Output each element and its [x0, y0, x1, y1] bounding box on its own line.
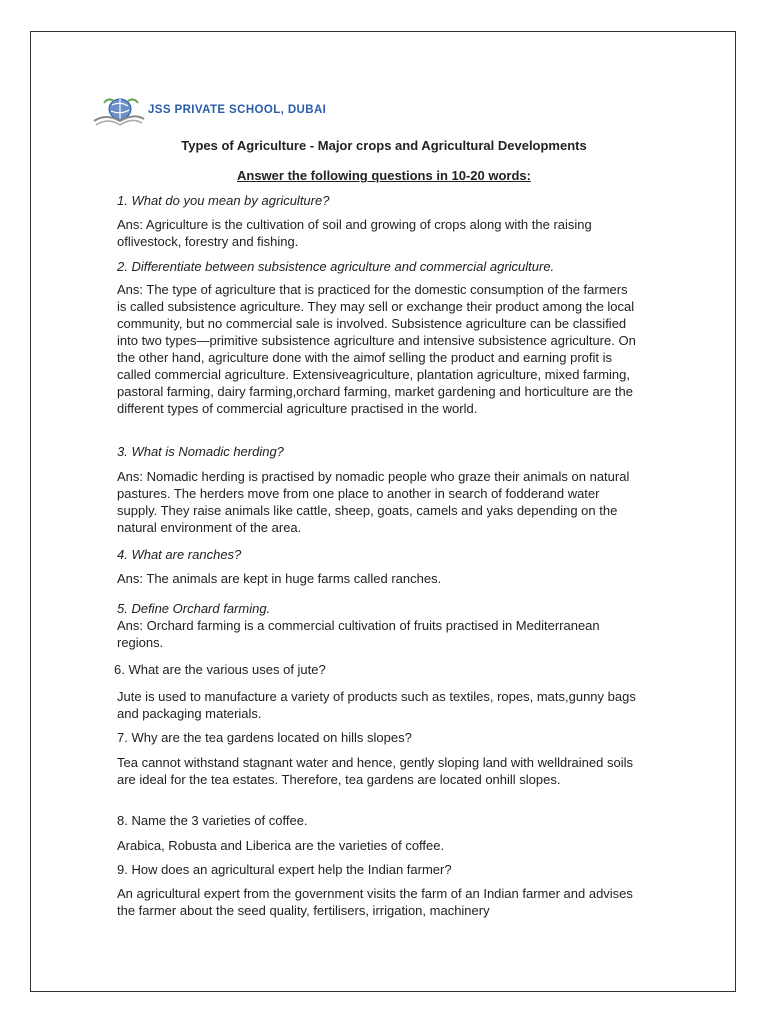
answer-8 — [117, 837, 637, 854]
answer-text: Ans: The type of agriculture that is practiced for the domestic consumption of the farmers is called subsistence agriculture. They may sell or exchange their product among the local community, but no commercial sale is involved. Subsistence agriculture can be classified into two types—primitive subsistence agriculture and intensive subsistence agriculture. On the other hand, agriculture done with the aimof selling the product and earning profit is called commercial agriculture. Extensiveagriculture, plantation agriculture, mixed farming, pastoral farming, dairy farming,orchard farming, market gardening and horticulture are the different types of commercial agriculture practised in the world. — [117, 282, 636, 416]
answer-text: Arabica, Robusta and Liberica are the varieties of coffee. — [117, 838, 445, 853]
answer-text: Jute is used to manufacture a variety of products such as textiles, ropes, mats,gunny bags and packaging materials. — [117, 689, 636, 721]
question-3 — [117, 443, 637, 460]
question-5 — [117, 600, 637, 651]
answer-text: An agricultural expert from the government visits the farm of an Indian farmer and advises the farmer about the seed quality, fertilisers, irrigation, machinery — [117, 886, 633, 918]
answer-3 — [117, 468, 637, 536]
question-text: 8. Name the 3 varieties of coffee. — [117, 813, 308, 828]
question-1 — [117, 192, 637, 209]
school-name: JSS PRIVATE SCHOOL, DUBAI — [148, 104, 327, 116]
school-emblem-icon — [90, 95, 146, 129]
answer-text: Ans: Nomadic herding is practised by nomadic people who graze their animals on natural pastures. The herders move from one place to another in search of fodderand water supply. They raise animals like cattle, sheep, goats, camels and yaks depending on the natural environment of the area. — [117, 469, 630, 535]
question-text: 5. Define Orchard farming. — [117, 601, 271, 616]
document-title: Types of Agriculture - Major crops and Agricultural Developments — [181, 138, 587, 153]
answer-text: Ans: The animals are kept in huge farms called ranches. — [117, 571, 442, 586]
question-8 — [117, 812, 637, 829]
question-text: 7. Why are the tea gardens located on hills slopes? — [117, 730, 412, 745]
instructions-heading: Answer the following questions in 10-20 words: — [237, 168, 531, 183]
question-text: 3. What is Nomadic herding? — [117, 444, 284, 459]
answer-9 — [117, 885, 637, 919]
question-text: 9. How does an agricultural expert help the Indian farmer? — [117, 862, 452, 877]
answer-4 — [117, 570, 637, 587]
question-6 — [114, 661, 634, 678]
question-text: 4. What are ranches? — [117, 547, 242, 562]
answer-7 — [117, 754, 637, 788]
answer-2 — [117, 281, 637, 417]
question-2 — [117, 258, 637, 275]
question-text: 2. Differentiate between subsistence agriculture and commercial agriculture. — [117, 259, 555, 274]
answer-text: Ans: Agriculture is the cultivation of soil and growing of crops along with the raising oflivestock, forestry and fishing. — [117, 217, 592, 249]
school-logo — [90, 95, 326, 129]
answer-1 — [117, 216, 637, 250]
document-page — [30, 31, 736, 992]
question-9 — [117, 861, 637, 878]
question-text: 6. What are the various uses of jute? — [114, 662, 326, 677]
question-4 — [117, 546, 637, 563]
answer-text: Ans: Orchard farming is a commercial cultivation of fruits practised in Mediterranean regions. — [117, 618, 600, 650]
question-7 — [117, 729, 637, 746]
question-text: 1. What do you mean by agriculture? — [117, 193, 330, 208]
answer-text: Tea cannot withstand stagnant water and hence, gently sloping land with welldrained soils are ideal for the tea estates. Therefore, tea gardens are located onhill slopes. — [117, 755, 633, 787]
answer-6 — [117, 688, 637, 722]
